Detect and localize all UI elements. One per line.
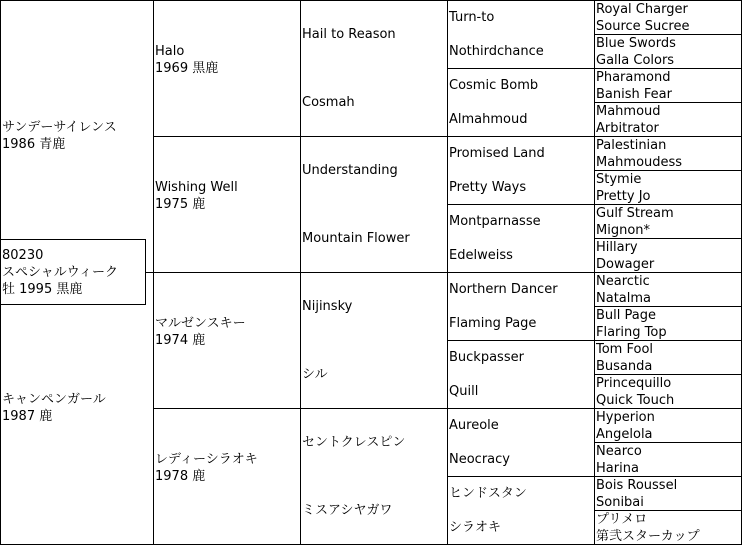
gen5-cell: Dowager <box>596 257 655 272</box>
gen5-cell: Banish Fear <box>596 87 672 102</box>
grid-line <box>447 136 595 137</box>
gen2-info: 1978 鹿 <box>155 469 206 484</box>
gen2-name: Wishing Well <box>155 180 238 195</box>
gen3-cell: ミスアシヤガワ <box>302 503 393 518</box>
gen5-cell: Bull Page <box>596 308 656 323</box>
sire-info: 1986 青鹿 <box>2 137 66 152</box>
grid-line <box>300 272 448 273</box>
gen5-cell: Source Sucree <box>596 19 690 34</box>
gen5-cell: Mignon* <box>596 223 651 238</box>
grid-line <box>447 272 595 273</box>
gen4-cell: Pretty Ways <box>449 180 527 195</box>
gen5-cell: Arbitrator <box>596 121 659 136</box>
dam-cell <box>2 391 106 425</box>
gen5-cell: Flaring Top <box>596 325 667 340</box>
gen2-name: レディーシラオキ <box>155 452 258 467</box>
gen4-cell: Edelweiss <box>449 248 513 263</box>
gen4-cell: Nothirdchance <box>449 44 544 59</box>
gen3-cell: Hail to Reason <box>302 27 396 42</box>
gen5-cell: Sonibai <box>596 495 644 510</box>
gen4-cell: シラオキ <box>449 520 502 535</box>
grid-line <box>300 408 448 409</box>
gen2-info: 1974 鹿 <box>155 333 206 348</box>
gen5-cell: Princequillo <box>596 376 672 391</box>
gen5-cell: Stymie <box>596 172 642 187</box>
gen5-cell: Blue Swords <box>596 36 676 51</box>
gen5-cell: Natalma <box>596 291 651 306</box>
gen5-cell: Pharamond <box>596 70 671 85</box>
gen4-cell: Quill <box>449 384 479 399</box>
gen4-cell: Cosmic Bomb <box>449 78 539 93</box>
gen3-cell: Understanding <box>302 163 398 178</box>
gen5-cell: Hillary <box>596 240 638 255</box>
gen4-cell: Neocracy <box>449 452 510 467</box>
grid-line <box>153 272 301 273</box>
subject-name: スペシャルウィーク <box>2 265 118 280</box>
gen3-cell: シル <box>302 367 328 382</box>
gen5-cell: Nearctic <box>596 274 650 289</box>
sire-name: サンデーサイレンス <box>2 120 117 135</box>
gen4-cell: Flaming Page <box>449 316 537 331</box>
gen2-cell <box>155 43 218 77</box>
gen2-name: Halo <box>155 44 185 59</box>
gen3-cell: Nijinsky <box>302 299 353 314</box>
grid-line <box>300 136 448 137</box>
gen2-cell <box>155 451 258 485</box>
gen5-cell: Pretty Jo <box>596 189 651 204</box>
gen4-cell: Turn-to <box>449 10 495 25</box>
subject-info: 牡 1995 黒鹿 <box>2 282 83 297</box>
gen5-cell: Mahmoud <box>596 104 661 119</box>
gen4-cell: ヒンドスタン <box>449 486 527 501</box>
sire-cell <box>2 119 117 153</box>
grid-line <box>447 340 595 341</box>
subject-id: 80230 <box>2 248 44 263</box>
gen4-cell: Buckpasser <box>449 350 524 365</box>
gen3-cell: セントクレスピン <box>302 435 406 450</box>
gen5-cell: Harina <box>596 461 639 476</box>
gen5-cell: Palestinian <box>596 138 667 153</box>
gen3-cell: Cosmah <box>302 95 355 110</box>
dam-name: キャンペンガール <box>2 392 106 407</box>
gen5-cell: Angelola <box>596 427 653 442</box>
grid-line <box>447 204 595 205</box>
gen2-info: 1975 鹿 <box>155 197 206 212</box>
gen4-cell: Aureole <box>449 418 499 433</box>
grid-line <box>153 136 301 137</box>
subject-cell <box>2 247 118 298</box>
grid-line <box>447 408 595 409</box>
gen2-cell <box>155 179 238 213</box>
gen5-cell: 第弐スターカップ <box>596 529 700 544</box>
gen2-info: 1969 黒鹿 <box>155 61 219 76</box>
dam-info: 1987 鹿 <box>2 409 53 424</box>
gen5-cell: Mahmoudess <box>596 155 683 170</box>
gen5-cell: Busanda <box>596 359 653 374</box>
gen4-cell: Montparnasse <box>449 214 541 229</box>
gen4-cell: Northern Dancer <box>449 282 558 297</box>
grid-line <box>447 68 595 69</box>
gen5-cell: Nearco <box>596 444 642 459</box>
grid-line <box>153 408 301 409</box>
gen5-cell: Hyperion <box>596 410 655 425</box>
gen4-cell: Promised Land <box>449 146 545 161</box>
gen4-cell: Almahmoud <box>449 112 528 127</box>
gen2-cell <box>155 315 246 349</box>
gen5-cell: プリメロ <box>596 512 648 527</box>
gen5-cell: Galla Colors <box>596 53 675 68</box>
gen5-cell: Quick Touch <box>596 393 675 408</box>
gen3-cell: Mountain Flower <box>302 231 410 246</box>
gen2-name: マルゼンスキー <box>155 316 246 331</box>
gen5-cell: Royal Charger <box>596 2 688 17</box>
grid-line <box>447 476 595 477</box>
gen5-cell: Gulf Stream <box>596 206 674 221</box>
gen5-cell: Tom Fool <box>596 342 654 357</box>
gen5-cell: Bois Roussel <box>596 478 678 493</box>
